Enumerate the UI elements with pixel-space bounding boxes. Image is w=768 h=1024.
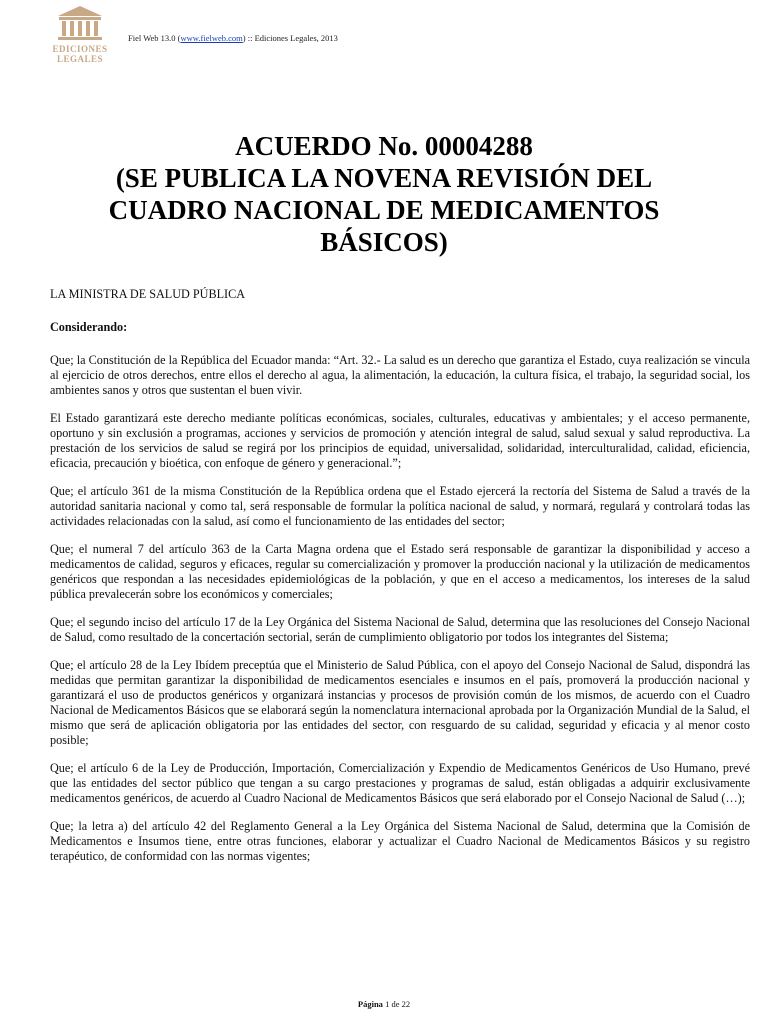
title-line-1: ACUERDO No. 00004288 <box>235 131 533 161</box>
paragraph: Que; el numeral 7 del artículo 363 de la Carta Magna ordena que el Estado será responsable de garantizar la disponibilidad y acceso a medicamentos de calidad, seguros y eficaces, regular su comercialización y promover la producción nacional y la utilización de medicamentos genéricos que respondan a las necesidades epidemiológicas de la población, y que en el acceso a medicamentos, los intereses de la salud pública prevalecerán sobre los económicos y comerciales; <box>50 542 750 601</box>
logo-text-ediciones: EDICIONES <box>52 44 108 54</box>
paragraph: Que; el artículo 361 de la misma Constitución de la República ordena que el Estado ejercerá la rectoría del Sistema de Salud a través de la autoridad sanitaria nacional y como tal, será responsable de formular la política nacional de salud, y normará, regulará y controlará todas las actividades relacionadas con la salud, así como el funcionamiento de las entidades del sector; <box>50 484 750 528</box>
fielweb-link[interactable]: www.fielweb.com <box>180 33 243 43</box>
paragraph: Que; el artículo 6 de la Ley de Producción, Importación, Comercialización y Expendio de Medicamentos Genéricos de Uso Humano, prevé que las entidades del sector público que tengan a su cargo prestaciones y programas de salud, están obligadas a adquirir exclusivamente medicamentos genéricos, de acuerdo al Cuadro Nacional de Medicamentos Básicos que será elaborado por el Consejo Nacional de Salud (…); <box>50 761 750 805</box>
logo-text-legales: LEGALES <box>56 54 104 64</box>
source-line <box>128 33 338 43</box>
document-title <box>60 130 708 258</box>
title-line-3: CUADRO NACIONAL DE MEDICAMENTOS <box>108 195 660 225</box>
paragraph: Que; el segundo inciso del artículo 17 de la Ley Orgánica del Sistema Nacional de Salud, determina que las resoluciones del Consejo Nacional de Salud, como resultado de la concertación sectorial, serán de cumplimiento obligatorio por todos los integrantes del Sistema; <box>50 615 750 644</box>
title-line-4: BÁSICOS) <box>320 227 448 257</box>
paragraph: Que; la letra a) del artículo 42 del Reglamento General a la Ley Orgánica del Sistema Nacional de Salud, determina que la Comisión de Medicamentos e Insumos tiene, entre otras funciones, elaborar y actualizar el Cuadro Nacional de Medicamentos Básicos y su registro terapéutico, de conformidad con las normas vigentes; <box>50 819 750 863</box>
title-line-2: (SE PUBLICA LA NOVENA REVISIÓN DEL <box>115 163 653 193</box>
document-body <box>50 287 750 877</box>
authority-heading: LA MINISTRA DE SALUD PÚBLICA <box>50 287 246 301</box>
considering-heading: Considerando: <box>50 320 128 334</box>
paragraph: Que; la Constitución de la República del Ecuador manda: “Art. 32.- La salud es un derecho que garantiza el Estado, cuya realización se vincula al ejercicio de otros derechos, entre ellos el derecho al agua, la alimentación, la educación, la cultura física, el trabajo, la seguridad social, los ambientes sanos y otros que sustentan el buen vivir. <box>50 353 750 397</box>
source-suffix: ) :: Ediciones Legales, 2013 <box>242 33 338 43</box>
page-number: 1 de 22 <box>382 999 411 1009</box>
paragraph: El Estado garantizará este derecho mediante políticas económicas, sociales, culturales, educativas y ambientales; y el acceso permanente, oportuno y sin exclusión a programas, acciones y servicios de promoción y atención integral de salud, salud sexual y salud reproductiva. La prestación de los servicios de salud se regirá por los principios de equidad, universalidad, solidaridad, interculturalidad, calidad, eficiencia, eficacia, precaución y bioética, con enfoque de género y generacional.”; <box>50 411 750 470</box>
paragraph: Que; el artículo 28 de la Ley Ibídem preceptúa que el Ministerio de Salud Pública, con el apoyo del Consejo Nacional de Salud, dispondrá las medidas que permitan garantizar la disponibilidad de medicamentos esenciales e insumos en el país, promoverá la producción nacional y garantizará el uso de productos genéricos y organizará instancias y procesos de provisión común de los mismos, de acuerdo con el Cuadro Nacional de Medicamentos Básicos que se elaborará según la nomenclatura internacional aprobada por la Organización Mundial de la Salud, el mismo que será de aplicación obligatoria por las entidades del sector, con resguardo de su calidad, seguridad y eficacia y al menor costo posible; <box>50 658 750 747</box>
page-footer <box>0 999 768 1009</box>
page-label: Página <box>357 999 383 1009</box>
ediciones-legales-logo <box>50 4 110 68</box>
temple-icon <box>50 4 110 44</box>
source-prefix: Fiel Web 13.0 ( <box>128 33 181 43</box>
